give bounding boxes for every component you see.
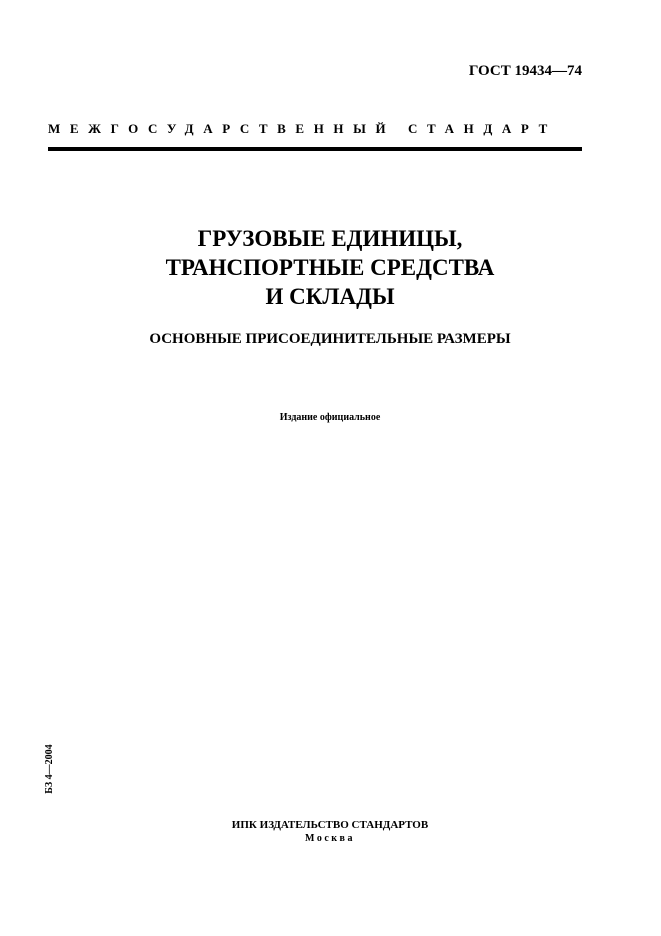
title-line-3: И СКЛАДЫ	[265, 284, 395, 309]
document-number: ГОСТ 19434—74	[468, 63, 582, 79]
side-code: БЗ 4—2004	[44, 744, 55, 794]
edition-note: Издание официальное	[279, 412, 381, 423]
title-line-2: ТРАНСПОРТНЫЕ СРЕДСТВА	[165, 255, 495, 280]
title-line-1: ГРУЗОВЫЕ ЕДИНИЦЫ,	[197, 226, 463, 251]
standard-type-heading: МЕЖГОСУДАРСТВЕННЫЙ СТАНДАРТ	[48, 121, 557, 136]
publisher-name: ИПК ИЗДАТЕЛЬСТВО СТАНДАРТОВ	[231, 819, 429, 831]
document-subtitle: ОСНОВНЫЕ ПРИСОЕДИНИТЕЛЬНЫЕ РАЗМЕРЫ	[149, 331, 511, 347]
header-divider	[48, 147, 582, 151]
document-title	[40, 224, 620, 311]
publisher-city: Москва	[305, 833, 355, 844]
